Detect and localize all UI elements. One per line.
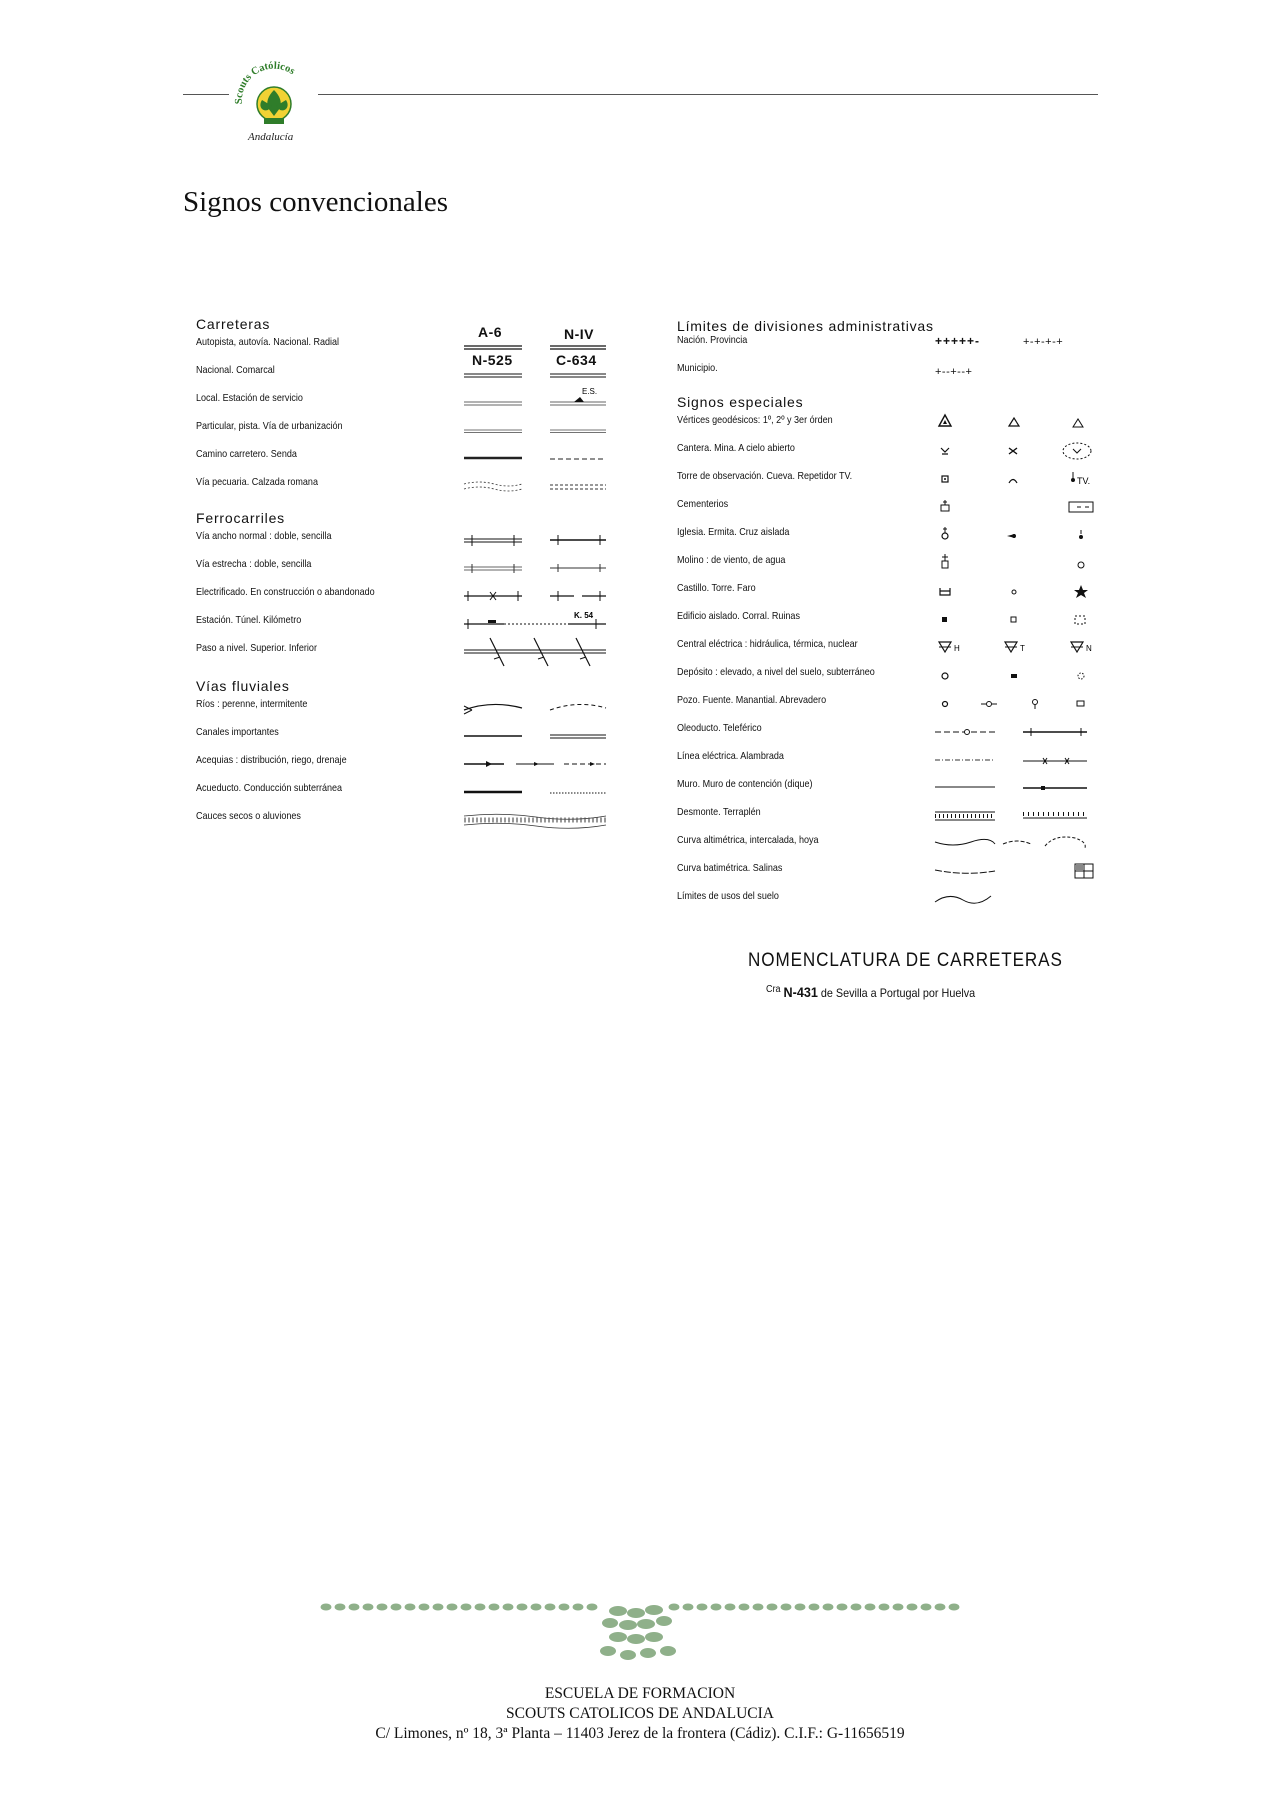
footer-dots-right <box>669 1604 960 1611</box>
legend-label: Vía estrecha : doble, sencilla <box>196 558 312 570</box>
legend-label: Línea eléctrica. Alambrada <box>677 750 784 762</box>
footer-dot <box>391 1604 402 1611</box>
legend-label: Depósito : elevado, a nivel del suelo, subterráneo <box>677 666 875 678</box>
symbol-via-pecuaria <box>464 474 614 494</box>
legend-row-deposito <box>677 664 1097 686</box>
legend-label: Municipio. <box>677 362 718 374</box>
legend-label: Electrificado. En construcción o abandonado <box>196 586 375 598</box>
symbol-rios <box>464 696 614 716</box>
section-title-vias-fluviales: Vías fluviales <box>196 678 290 694</box>
legend-label: Paso a nivel. Superior. Inferior <box>196 642 317 654</box>
legend-label: Vía ancho normal : doble, sencilla <box>196 530 332 542</box>
legend-row-curva-altimetrica <box>677 832 1097 854</box>
section-title-signos-especiales: Signos especiales <box>677 394 804 410</box>
symbol-limites-usos <box>935 888 1115 908</box>
symbol-desmonte <box>935 804 1115 824</box>
legend-label: Cauces secos o aluviones <box>196 810 301 822</box>
footer-dot <box>893 1604 904 1611</box>
footer-dot <box>363 1604 374 1611</box>
footer-dot <box>447 1604 458 1611</box>
logo-text-top: Scouts Católicos <box>233 60 297 105</box>
legend-row-camino <box>196 446 616 468</box>
legend-row-electrificado <box>196 584 616 606</box>
road-code-n-iv: N-IV <box>564 326 594 342</box>
footer <box>0 1684 1280 1744</box>
legend-row-autopista <box>196 334 616 356</box>
legend-label: Estación. Túnel. Kilómetro <box>196 614 302 626</box>
section-title-limites: Límites de divisiones administrativas <box>677 318 934 334</box>
legend-label: Curva batimétrica. Salinas <box>677 862 783 874</box>
legend-label: Pozo. Fuente. Manantial. Abrevadero <box>677 694 827 706</box>
legend-label: Camino carretero. Senda <box>196 448 297 460</box>
symbol-cantera <box>935 440 1105 464</box>
legend-label: Molino : de viento, de agua <box>677 554 786 566</box>
footer-dot <box>405 1604 416 1611</box>
legend-label: Muro. Muro de contención (dique) <box>677 778 813 790</box>
legend-label: Particular, pista. Vía de urbanización <box>196 420 343 432</box>
footer-dots-left <box>321 1604 598 1611</box>
footer-dot <box>587 1604 598 1611</box>
footer-dot <box>949 1604 960 1611</box>
nomenclatura-description: de Sevilla a Portugal por Huelva <box>820 986 976 1000</box>
legend-row-curva-batimetrica <box>677 860 1097 882</box>
legend-row-acueducto <box>196 780 616 802</box>
nomenclatura-road: N-431 <box>783 984 818 1000</box>
legend-row-acequias <box>196 752 616 774</box>
footer-dot <box>419 1604 430 1611</box>
footer-dot <box>503 1604 514 1611</box>
footer-dot <box>753 1604 764 1611</box>
nomenclatura-prefix: Cra <box>766 984 781 995</box>
symbol-pozo <box>935 692 1105 712</box>
footer-dot <box>795 1604 806 1611</box>
symbol-castillo <box>935 580 1105 600</box>
footer-dot <box>697 1604 708 1611</box>
symbol-particular <box>464 418 614 438</box>
symbol-nacional <box>464 362 614 382</box>
symbol-nacion: +++++- <box>935 334 981 348</box>
footer-dot <box>683 1604 694 1611</box>
km-label: K. 54 <box>574 611 594 620</box>
symbol-provincia: +-+-+-+ <box>1023 336 1064 348</box>
symbol-central <box>935 636 1105 658</box>
footer-dot <box>489 1604 500 1611</box>
footer-dot <box>517 1604 528 1611</box>
legend-row-particular <box>196 418 616 440</box>
footer-dot <box>433 1604 444 1611</box>
legend-label: Iglesia. Ermita. Cruz aislada <box>677 526 790 538</box>
footer-dot <box>669 1604 680 1611</box>
footer-dot <box>349 1604 360 1611</box>
footer-dot <box>921 1604 932 1611</box>
symbol-acequias <box>464 752 614 772</box>
nomenclatura-example <box>766 984 975 1000</box>
symbol-electrificado <box>464 584 614 604</box>
footer-dot <box>335 1604 346 1611</box>
footer-dot <box>907 1604 918 1611</box>
legend-label: Edificio aislado. Corral. Ruinas <box>677 610 800 622</box>
legend-label: Acequias : distribución, riego, drenaje <box>196 754 347 766</box>
road-code-c634: C-634 <box>556 352 597 368</box>
symbol-estacion <box>464 612 614 632</box>
page-title: Signos convencionales <box>183 186 448 218</box>
footer-dot <box>837 1604 848 1611</box>
symbol-autopista <box>464 334 614 354</box>
legend-row-estacion <box>196 612 616 634</box>
legend-row-central <box>677 636 1097 658</box>
header-rule-right <box>318 94 1098 95</box>
legend-label: Límites de usos del suelo <box>677 890 779 902</box>
legend-row-via-pecuaria <box>196 474 616 496</box>
symbol-camino <box>464 446 614 466</box>
es-label: E.S. <box>582 387 598 396</box>
scouts-logo <box>228 52 320 144</box>
section-title-carreteras: Carreteras <box>196 316 271 332</box>
footer-dot <box>475 1604 486 1611</box>
footer-dot <box>739 1604 750 1611</box>
road-code-a6: A-6 <box>478 324 503 340</box>
symbol-acueducto <box>464 780 614 800</box>
legend-row-vertices <box>677 412 1097 434</box>
legend-row-desmonte <box>677 804 1097 826</box>
legend-label: Autopista, autovía. Nacional. Radial <box>196 336 340 348</box>
symbol-edificio <box>935 608 1105 628</box>
footer-line-3: C/ Limones, nº 18, 3ª Planta – 11403 Jerez de la frontera (Cádiz). C.I.F.: G-11656519 <box>375 1725 905 1742</box>
legend-row-molino <box>677 552 1097 574</box>
footer-line-1: ESCUELA DE FORMACION <box>544 1685 736 1702</box>
legend-label: Local. Estación de servicio <box>196 392 303 404</box>
symbol-torre-observacion <box>935 468 1105 488</box>
legend-row-rios <box>196 696 616 718</box>
footer-dot <box>879 1604 890 1611</box>
legend-label: Acueducto. Conducción subterránea <box>196 782 343 794</box>
symbol-municipio: +--+--+ <box>935 366 973 378</box>
symbol-canales <box>464 724 614 744</box>
legend-row-torre-observacion <box>677 468 1097 490</box>
footer-dot <box>545 1604 556 1611</box>
footer-dot <box>865 1604 876 1611</box>
legend-label: Vía pecuaria. Calzada romana <box>196 476 318 488</box>
footer-dot <box>461 1604 472 1611</box>
legend-label: Curva altimétrica, intercalada, hoya <box>677 834 819 846</box>
legend-label: Oleoducto. Teleférico <box>677 722 762 734</box>
legend-row-cauces <box>196 808 616 830</box>
footer-dot <box>851 1604 862 1611</box>
footer-dot <box>377 1604 388 1611</box>
central-label-h: H <box>954 644 960 653</box>
logo-text-bottom: Andalucía <box>248 131 294 143</box>
central-label-t: T <box>1020 644 1025 653</box>
footer-dot <box>711 1604 722 1611</box>
road-code-n525: N-525 <box>472 352 513 368</box>
legend-row-limites-usos <box>677 888 1097 910</box>
legend-row-cantera <box>677 440 1097 462</box>
legend-sheet <box>196 306 1096 1006</box>
symbol-via-ancho-normal <box>464 528 614 548</box>
legend-row-iglesia <box>677 524 1097 546</box>
legend-row-paso-nivel <box>196 640 616 662</box>
central-label-n: N <box>1086 644 1092 653</box>
legend-label: Cantera. Mina. A cielo abierto <box>677 442 795 454</box>
footer-dot <box>809 1604 820 1611</box>
symbol-muro <box>935 776 1115 796</box>
legend-label: Central eléctrica : hidráulica, térmica, nuclear <box>677 638 858 650</box>
legend-label: Nacional. Comarcal <box>196 364 275 376</box>
legend-row-nacional <box>196 362 616 384</box>
legend-row-local <box>196 387 616 412</box>
footer-dot <box>781 1604 792 1611</box>
symbol-local <box>464 387 614 410</box>
symbol-molino <box>935 552 1105 572</box>
footer-knot <box>600 1605 676 1660</box>
legend-row-cementerios <box>677 496 1097 518</box>
symbol-vertices <box>935 412 1105 432</box>
legend-row-canales <box>196 724 616 746</box>
symbol-iglesia <box>935 524 1105 544</box>
footer-dot <box>573 1604 584 1611</box>
symbol-curva-altimetrica <box>935 832 1115 852</box>
symbol-curva-batimetrica <box>935 860 1115 884</box>
legend-label: Ríos : perenne, intermitente <box>196 698 308 710</box>
legend-label: Torre de observación. Cueva. Repetidor TV. <box>677 470 853 482</box>
symbol-linea-electrica <box>935 748 1115 768</box>
symbol-cauces <box>464 808 614 828</box>
footer-knot-decoration <box>318 1597 968 1667</box>
header-rule-left <box>183 94 229 95</box>
legend-row-oleoducto <box>677 720 1097 742</box>
footer-dot <box>767 1604 778 1611</box>
symbol-via-estrecha <box>464 556 614 576</box>
legend-row-nacion <box>677 332 1097 354</box>
legend-row-linea-electrica <box>677 748 1097 770</box>
legend-row-edificio <box>677 608 1097 630</box>
legend-label: Nación. Provincia <box>677 334 748 346</box>
legend-label: Cementerios <box>677 498 729 510</box>
footer-line-2: SCOUTS CATOLICOS DE ANDALUCIA <box>506 1705 774 1722</box>
legend-row-via-ancho-normal <box>196 528 616 550</box>
symbol-paso-nivel <box>464 640 614 670</box>
legend-label: Castillo. Torre. Faro <box>677 582 756 594</box>
legend-row-municipio <box>677 360 1097 382</box>
tv-label: TV. <box>1077 476 1091 486</box>
symbol-deposito <box>935 664 1105 684</box>
footer-dot <box>935 1604 946 1611</box>
symbol-cementerios <box>935 496 1105 516</box>
footer-dot <box>823 1604 834 1611</box>
footer-dot <box>559 1604 570 1611</box>
legend-row-pozo <box>677 692 1097 714</box>
legend-label: Vértices geodésicos: 1º, 2º y 3er órden <box>677 414 833 426</box>
legend-row-via-estrecha <box>196 556 616 578</box>
footer-dot <box>531 1604 542 1611</box>
legend-label: Desmonte. Terraplén <box>677 806 761 818</box>
symbol-oleoducto <box>935 720 1115 740</box>
legend-label: Canales importantes <box>196 726 279 738</box>
footer-dot <box>321 1604 332 1611</box>
legend-row-muro <box>677 776 1097 798</box>
footer-dot <box>725 1604 736 1611</box>
nomenclatura-title: NOMENCLATURA DE CARRETERAS <box>748 950 1063 971</box>
legend-row-castillo <box>677 580 1097 602</box>
section-title-ferrocarriles: Ferrocarriles <box>196 510 285 526</box>
